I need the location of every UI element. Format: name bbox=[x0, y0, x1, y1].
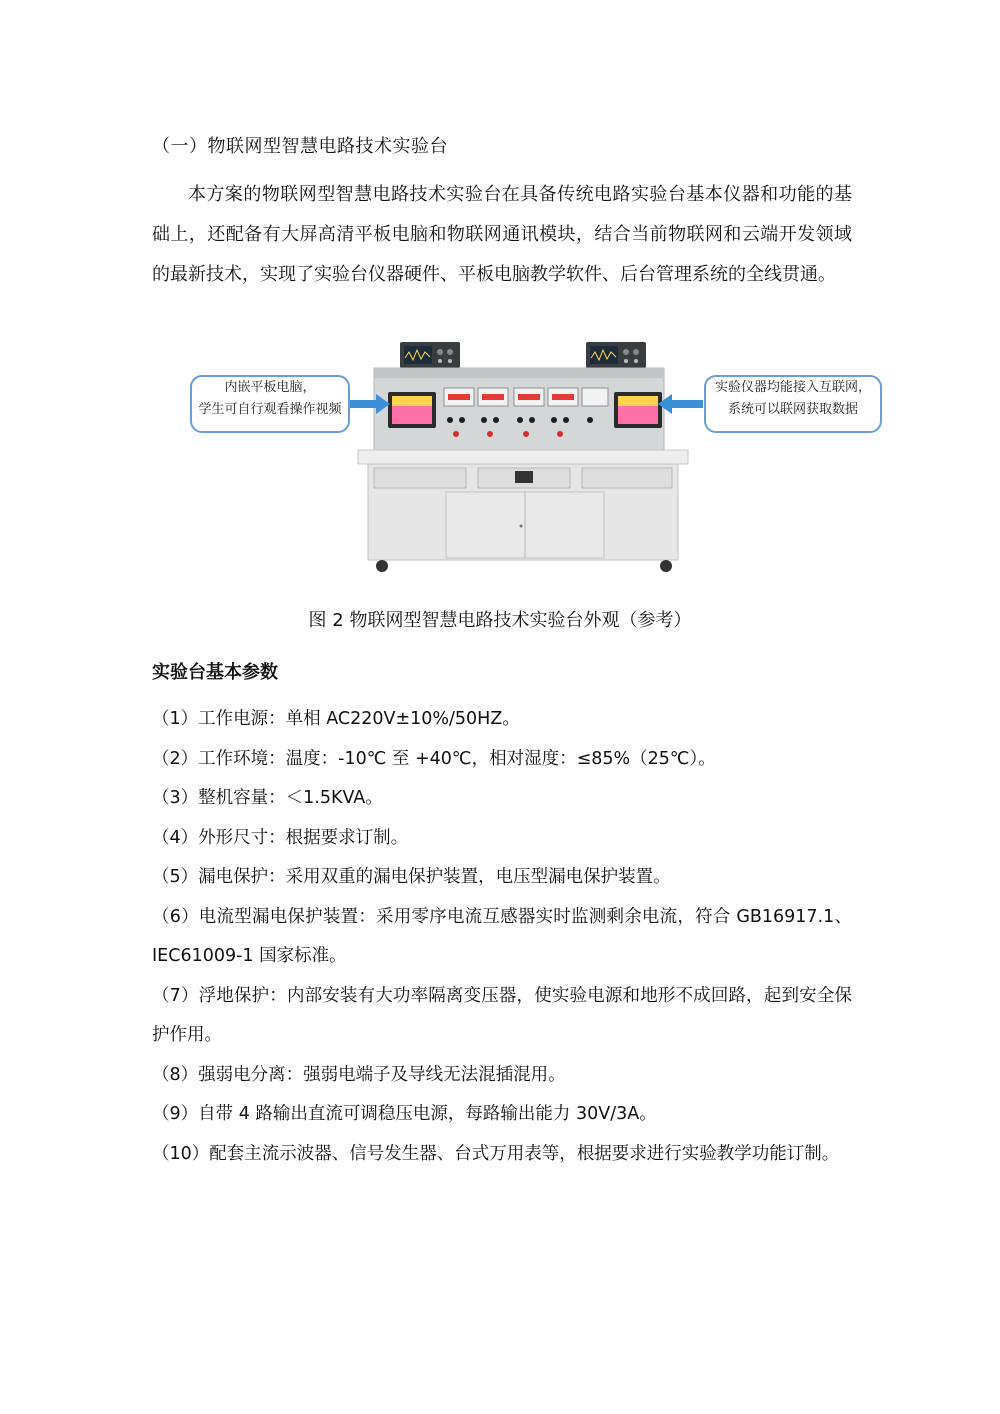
param-item: （3）整机容量：＜1.5KVA。 bbox=[152, 788, 383, 808]
param-item: （4）外形尺寸：根据要求订制。 bbox=[152, 827, 409, 848]
arrow-right-icon bbox=[658, 394, 703, 414]
callout-tablet bbox=[190, 375, 350, 433]
intro-paragraph-block bbox=[152, 175, 852, 295]
tablet-right-icon bbox=[614, 392, 662, 428]
oscilloscope-right-icon bbox=[586, 342, 646, 368]
param-item: （10）配套主流示波器、信号发生器、台式万用表等，根据要求进行实验教学功能订制。 bbox=[152, 1143, 840, 1164]
tablet-left-icon bbox=[388, 392, 436, 428]
param-item: （1）工作电源：单相 AC220V±10%/50HZ。 bbox=[152, 709, 520, 729]
param-item: （9）自带 4 路输出直流可调稳压电源，每路输出能力 30V/3A。 bbox=[152, 1104, 657, 1124]
callout-internet-line1: 实验仪器均能接入互联网， bbox=[714, 380, 871, 395]
param-item: （7）浮地保护：内部安装有大功率隔离变压器，使实验电源和地形不成回路，起到安全保护作用。 bbox=[152, 985, 852, 1045]
figure-caption: 图 2 物联网型智慧电路技术实验台外观（参考） bbox=[308, 610, 692, 631]
param-item: （5）漏电保护：采用双重的漏电保护装置，电压型漏电保护装置。 bbox=[152, 867, 671, 887]
callout-internet bbox=[704, 375, 882, 433]
section-title: （一）物联网型智慧电路技术实验台 bbox=[152, 136, 448, 157]
callout-tablet-line2: 学生可自行观看操作视频 bbox=[198, 402, 342, 417]
params-heading: 实验台基本参数 bbox=[152, 662, 278, 683]
params-list bbox=[152, 700, 852, 1174]
callout-internet-line2: 系统可以联网获取数据 bbox=[727, 402, 858, 417]
callout-tablet-line1: 内嵌平板电脑， bbox=[224, 380, 316, 395]
param-item: （8）强弱电分离：强弱电端子及导线无法混插混用。 bbox=[152, 1064, 566, 1085]
oscilloscope-left-icon bbox=[400, 342, 460, 368]
wheel-icon bbox=[376, 560, 388, 572]
wheel-icon bbox=[660, 560, 672, 572]
param-item: （6）电流型漏电保护装置：采用零序电流互感器实时监测剩余电流，符合 GB16917.1、IEC61009-1 国家标准。 bbox=[152, 906, 852, 966]
param-item: （2）工作环境：温度：-10℃ 至 +40℃，相对湿度：≤85%（25℃）。 bbox=[152, 748, 716, 769]
intro-paragraph: 本方案的物联网型智慧电路技术实验台在具备传统电路实验台基本仪器和功能的基础上，还配备有大屏高清平板电脑和物联网通讯模块，结合当前物联网和云端开发领域的最新技术，实现了实验台仪器硬件、平板电脑教学软件、后台管理系统的全线贯通。 bbox=[152, 184, 852, 285]
lab-bench-figure bbox=[188, 340, 888, 585]
